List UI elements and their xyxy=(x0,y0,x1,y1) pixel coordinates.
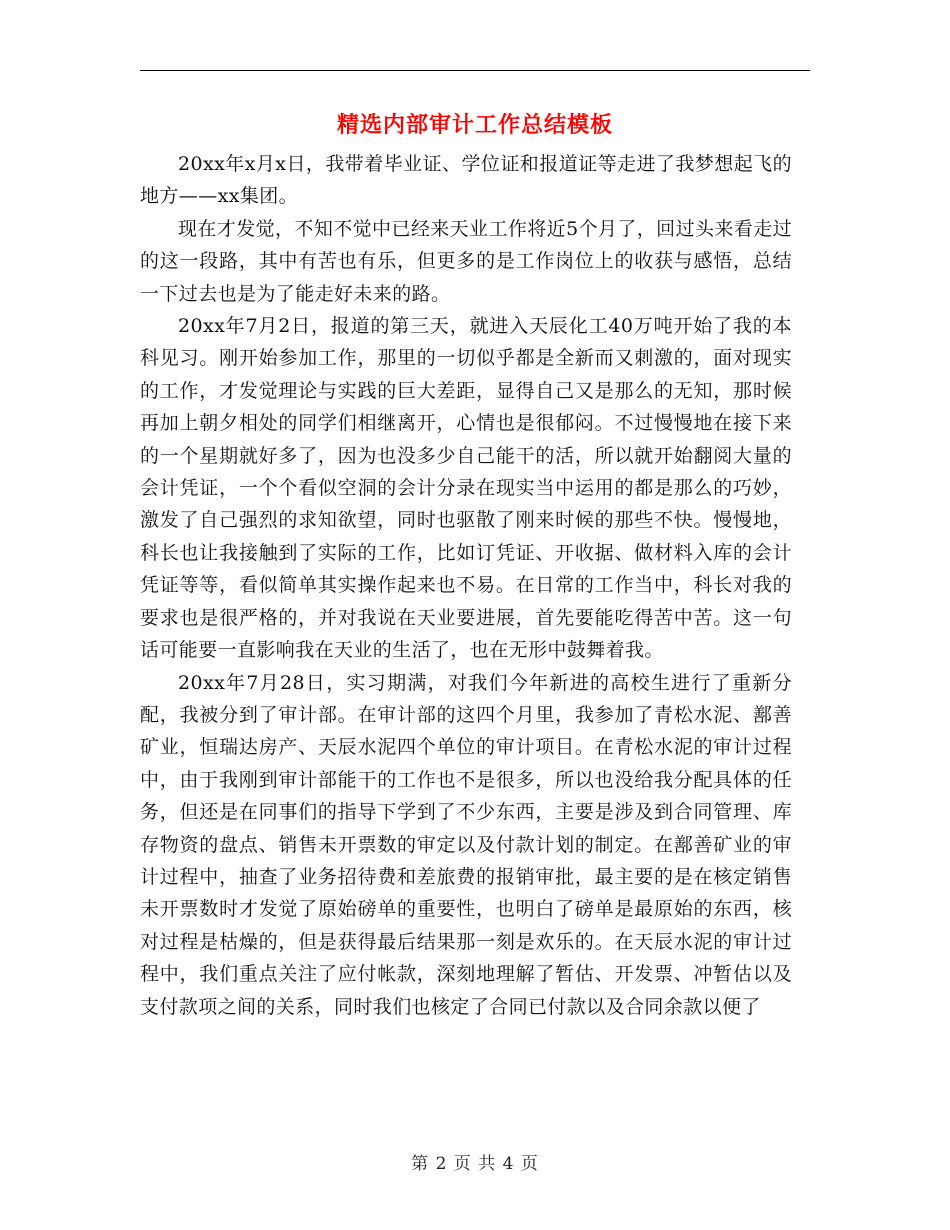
header-rule xyxy=(140,70,810,71)
document-title: 精选内部审计工作总结模板 xyxy=(336,112,613,138)
document-body xyxy=(140,148,792,1023)
paragraph-2: 现在才发觉，不知不觉中已经来天业工作将近5个月了，回过头来看走过的这一段路，其中有苦也有乐，但更多的是工作岗位上的收获与感悟，总结一下过去也是为了能走好未来的路。 xyxy=(140,217,792,305)
paragraph-4: 20xx年7月28日，实习期满，对我们今年新进的高校生进行了重新分配，我被分到了审计部。在审计部的这四个月里，我参加了青松水泥、鄯善矿业，恒瑞达房产、天辰水泥四个单位的审计项目。在青松水泥的审计过程中，由于我刚到审计部能干的工作也不是很多，所以也没给我分配具体的任务，但还是在同事们的指导下学到了不少东西，主要是涉及到合同管理、库存物资的盘点、销售未开票数的审定以及付款计划的制定。在鄯善矿业的审计过程中，抽查了业务招待费和差旅费的报销审批，最主要的是在核定销售未开票数时才发觉了原始磅单的重要性，也明白了磅单是最原始的东西，核对过程是枯燥的，但是获得最后结果那一刻是欢乐的。在天辰水泥的审计过程中，我们重点关注了应付帐款，深刻地理解了暂估、开发票、冲暂估以及支付款项之间的关系，同时我们也核定了合同已付款以及合同余款以便了 xyxy=(140,671,792,1018)
paragraph-1: 20xx年x月x日，我带着毕业证、学位证和报道证等走进了我梦想起飞的地方——xx集团。 xyxy=(140,153,792,208)
paragraph-3: 20xx年7月2日，报道的第三天，就进入天辰化工40万吨开始了我的本科见习。刚开始参加工作，那里的一切似乎都是全新而又刺激的，面对现实的工作，才发觉理论与实践的巨大差距，显得自己又是那么的无知，那时候再加上朝夕相处的同学们相继离开，心情也是很郁闷。不过慢慢地在接下来的一个星期就好多了，因为也没多少自己能干的活，所以就开始翻阅大量的会计凭证，一个个看似空洞的会计分录在现实当中运用的都是那么的巧妙，激发了自己强烈的求知欲望，同时也驱散了刚来时候的那些不快。慢慢地，科长也让我接触到了实际的工作，比如订凭证、开收据、做材料入库的会计凭证等等，看似简单其实操作起来也不易。在日常的工作当中，科长对我的要求也是很严格的，并对我说在天业要进展，首先要能吃得苦中苦。这一句话可能要一直影响我在天业的生活了，也在无形中鼓舞着我。 xyxy=(140,315,792,662)
page-number-footer: 第 2 页 共 4 页 xyxy=(411,1154,539,1174)
